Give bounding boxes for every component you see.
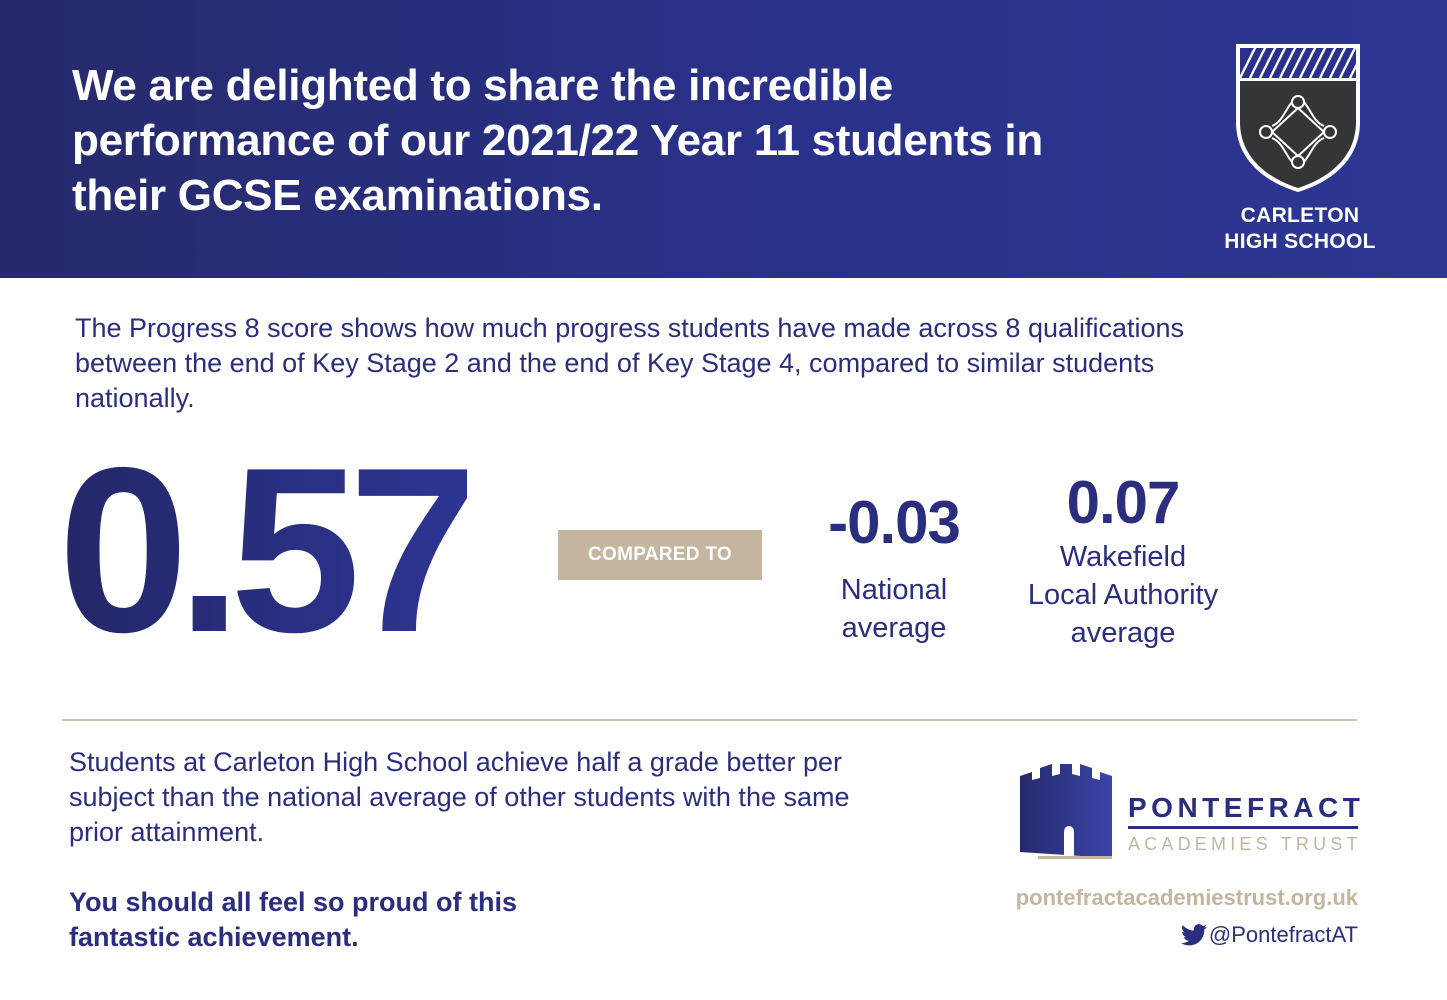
wakefield-average-stat [1003,468,1243,652]
school-name-line2: HIGH SCHOOL [1224,230,1376,253]
proud-message [69,885,669,955]
wakefield-label-line1: Wakefield [1059,541,1187,573]
school-crest-icon [1234,42,1362,192]
headline: We are delighted to share the incredible performance of our 2021/22 Year 11 students in their GCSE examinations. [72,61,1043,220]
twitter-handle: @PontefractAT [1208,922,1358,947]
section-divider [62,719,1357,721]
intro-text: The Progress 8 score shows how much progress students have made across 8 qualifications between the end of Key Stage 2 and the end of Key Stage 4, compared to similar students nationally. [75,313,1185,413]
proud-line1: You should all feel so proud of this [69,887,518,917]
compared-to-badge: COMPARED TO [558,530,762,580]
trust-subtitle: ACADEMIES TRUST [1128,834,1362,854]
website-link[interactable]: pontefractacademiestrust.org.uk [1015,885,1358,910]
twitter-link[interactable] [1040,920,1358,950]
school-name-line1: CARLETON [1240,204,1360,227]
national-average-stat [800,488,988,647]
proud-line2: fantastic achievement. [69,922,359,952]
twitter-bird-icon [1181,924,1207,946]
trust-name-rule [1128,826,1358,829]
progress8-score: 0.57 [58,418,468,681]
castle-logo-icon [1018,762,1114,860]
wakefield-label-line2: Local Authority [1027,579,1219,611]
trust-name: PONTEFRACT [1128,792,1365,823]
national-label-line2: average [841,612,947,644]
school-name [1200,203,1400,255]
national-average-value: -0.03 [828,489,960,556]
wakefield-label-line3: average [1070,617,1176,649]
summary-text: Students at Carleton High School achieve half a grade better per subject than the national average of other students with the same prior attainment. [69,747,850,847]
wakefield-average-label [1003,538,1243,652]
header-banner [0,0,1447,278]
wakefield-average-value: 0.07 [1066,469,1180,536]
national-average-label [800,571,988,647]
national-label-line1: National [840,574,948,606]
